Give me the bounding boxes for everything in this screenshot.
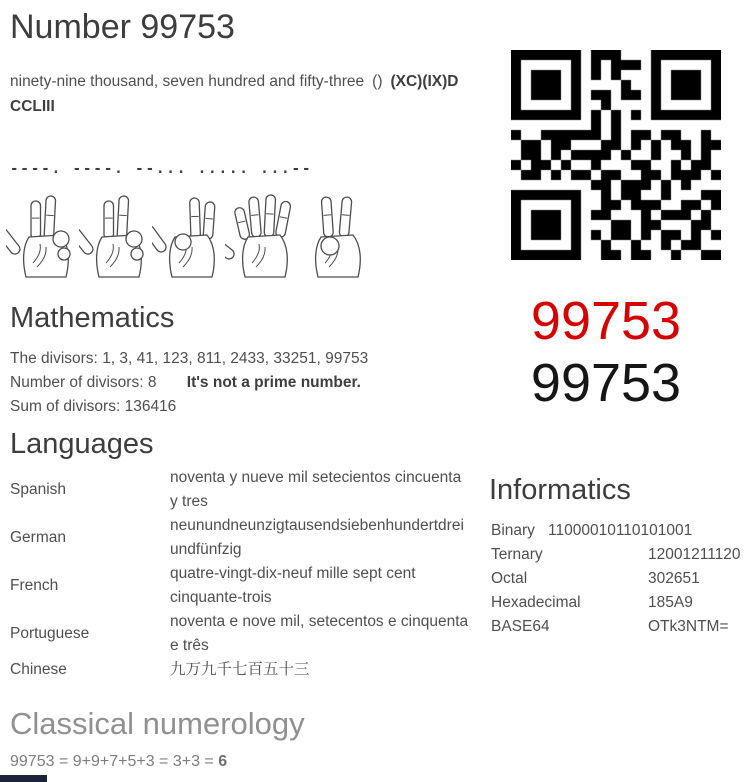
language-value: noventa e nove mil, setecentos e cinquenta e três: [170, 613, 469, 654]
mathematics-facts: [10, 347, 368, 419]
hand-sign-7: [152, 191, 222, 281]
info-row-ternary: [491, 543, 741, 567]
divisors-line: The divisors: 1, 3, 41, 123, 811, 2433, 33251, 99753: [10, 350, 369, 367]
number-description: [10, 69, 462, 119]
info-value: 302651: [648, 570, 700, 587]
info-label: Binary: [491, 522, 535, 539]
language-label: German: [10, 529, 66, 546]
mathematics-heading: Mathematics: [10, 302, 175, 334]
info-label: Hexadecimal: [491, 594, 581, 611]
language-value: noventa y nueve mil setecientos cincuenta y tres: [170, 469, 462, 510]
page-title: Number 99753: [10, 8, 235, 46]
divisor-sum-line: Sum of divisors: 136416: [10, 398, 177, 415]
language-label: Spanish: [10, 481, 67, 498]
language-value: quatre-vingt-dix-neuf mille sept cent cinquante-trois: [170, 565, 416, 606]
language-row: [10, 514, 472, 562]
hand-sign-9: [79, 191, 149, 281]
numerology-result: 6: [218, 753, 228, 770]
hand-sign-9: [6, 191, 76, 281]
number-display-black: 99753: [530, 353, 682, 413]
info-value: OTk3NTM=: [648, 618, 729, 635]
qr-code: [511, 50, 721, 260]
info-value: 185A9: [648, 594, 693, 611]
informatics-heading: Informatics: [489, 474, 631, 506]
info-row-base64: [491, 615, 741, 639]
divisor-count-line: Number of divisors: 8 It's not a prime number.: [10, 374, 361, 391]
hand-signs: [6, 191, 368, 281]
language-value: neunundneunzigtausendsiebenhundertdreiundfünfzig: [170, 517, 464, 558]
prime-note: It's not a prime number.: [186, 374, 361, 391]
hand-sign-3: [298, 191, 368, 281]
language-table: [10, 466, 472, 682]
numerology-formula: 99753 = 9+9+7+5+3 = 3+3 = 6: [10, 753, 228, 770]
language-value: 九万九千七百五十三: [170, 661, 310, 678]
informatics-table: [491, 519, 741, 639]
info-row-binary: [491, 519, 741, 543]
hand-sign-5: [225, 191, 295, 281]
empty-parens: (): [372, 73, 383, 90]
language-row: [10, 658, 472, 682]
info-row-hexadecimal: [491, 591, 741, 615]
info-value: 12001211120: [648, 546, 741, 563]
language-label: Portuguese: [10, 625, 90, 642]
number-words: ninety-nine thousand, seven hundred and fifty-three: [10, 73, 365, 90]
morse-code: ----. ----. --... ..... ...--: [10, 161, 313, 177]
language-row: [10, 466, 472, 514]
number-display-red: 99753: [530, 291, 682, 351]
info-label: BASE64: [491, 618, 550, 635]
language-label: Chinese: [10, 661, 67, 678]
info-label: Ternary: [491, 546, 543, 563]
info-label: Octal: [491, 570, 528, 587]
language-label: French: [10, 577, 59, 594]
footer-bar: [0, 775, 47, 782]
info-value: 11000010110101001: [548, 522, 693, 539]
language-row: [10, 562, 472, 610]
languages-heading: Languages: [10, 428, 154, 460]
language-row: [10, 610, 472, 658]
roman-numeral: (XC)(IX)DCCLIII: [10, 73, 459, 115]
numerology-heading: Classical numerology: [10, 706, 305, 741]
info-row-octal: [491, 567, 741, 591]
